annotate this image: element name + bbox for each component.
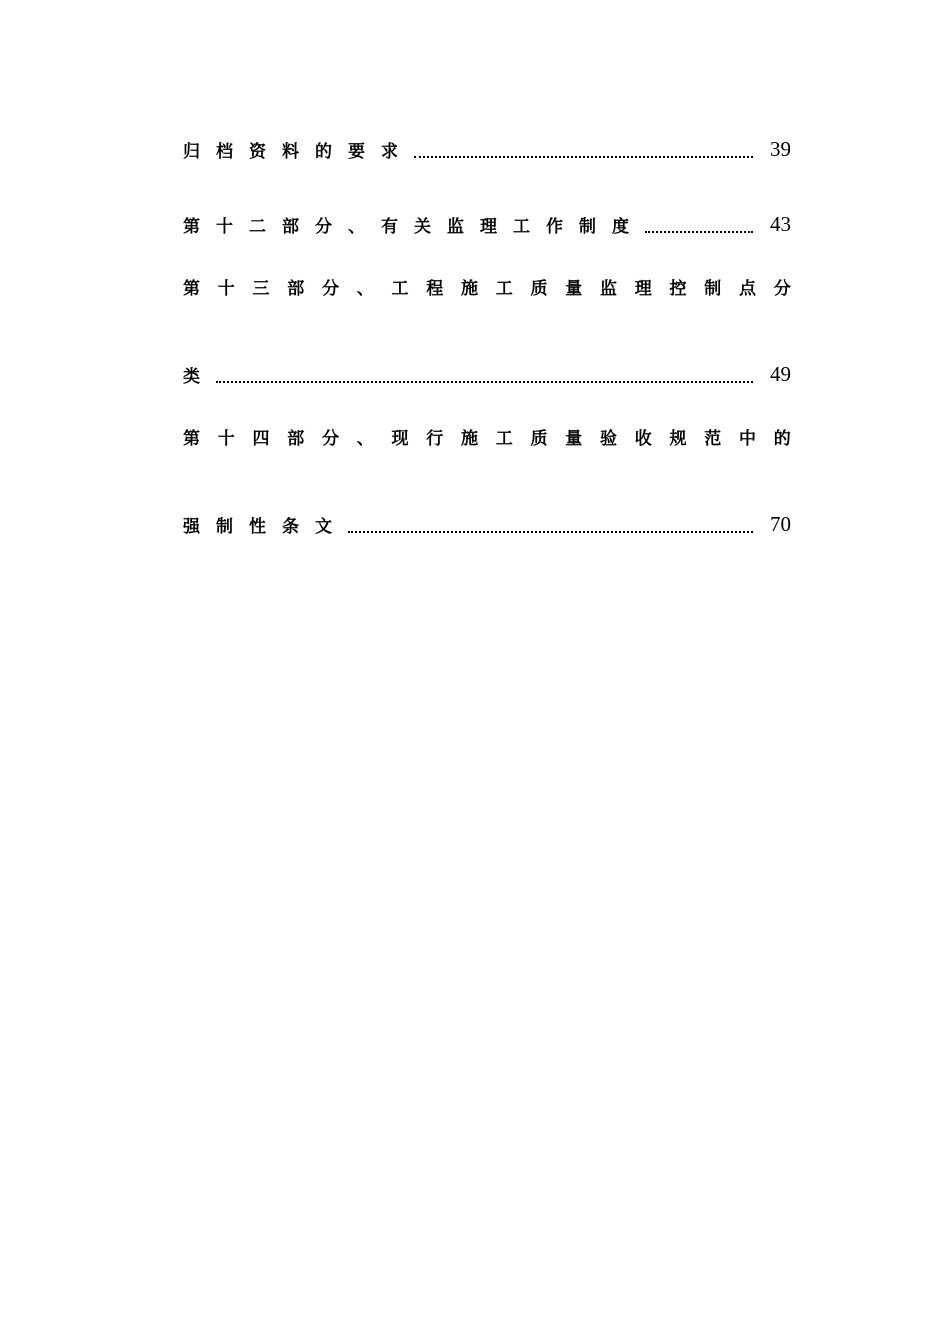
toc-entry[interactable] — [183, 208, 791, 240]
toc-entry-title: 类 — [183, 366, 200, 387]
toc-entry-page: 39 — [770, 136, 791, 161]
toc-entry-line[interactable] — [183, 270, 791, 302]
toc-entry-title: 归 档 资 料 的 要 求 — [183, 141, 398, 162]
toc-entry[interactable] — [183, 133, 791, 165]
toc-entry-line[interactable] — [183, 420, 791, 452]
toc-entry[interactable] — [183, 508, 791, 540]
toc-entry-page: 70 — [770, 511, 791, 536]
toc-entry-page: 43 — [770, 211, 791, 236]
toc-entry-title: 强 制 性 条 文 — [183, 516, 332, 537]
dot-leader — [348, 530, 753, 533]
toc-entry-title: 第 十 二 部 分 、 有 关 监 理 工 作 制 度 — [183, 216, 629, 237]
toc-entry-title: 第 十 三 部 分 、 工 程 施 工 质 量 监 理 控 制 点 分 — [183, 278, 791, 299]
dot-leader — [414, 155, 753, 158]
toc-entry-page: 49 — [770, 361, 791, 386]
toc-entry[interactable] — [183, 358, 791, 390]
dot-leader — [645, 230, 753, 233]
toc-entry-title: 第 十 四 部 分 、 现 行 施 工 质 量 验 收 规 范 中 的 — [183, 428, 791, 449]
dot-leader — [216, 380, 753, 383]
